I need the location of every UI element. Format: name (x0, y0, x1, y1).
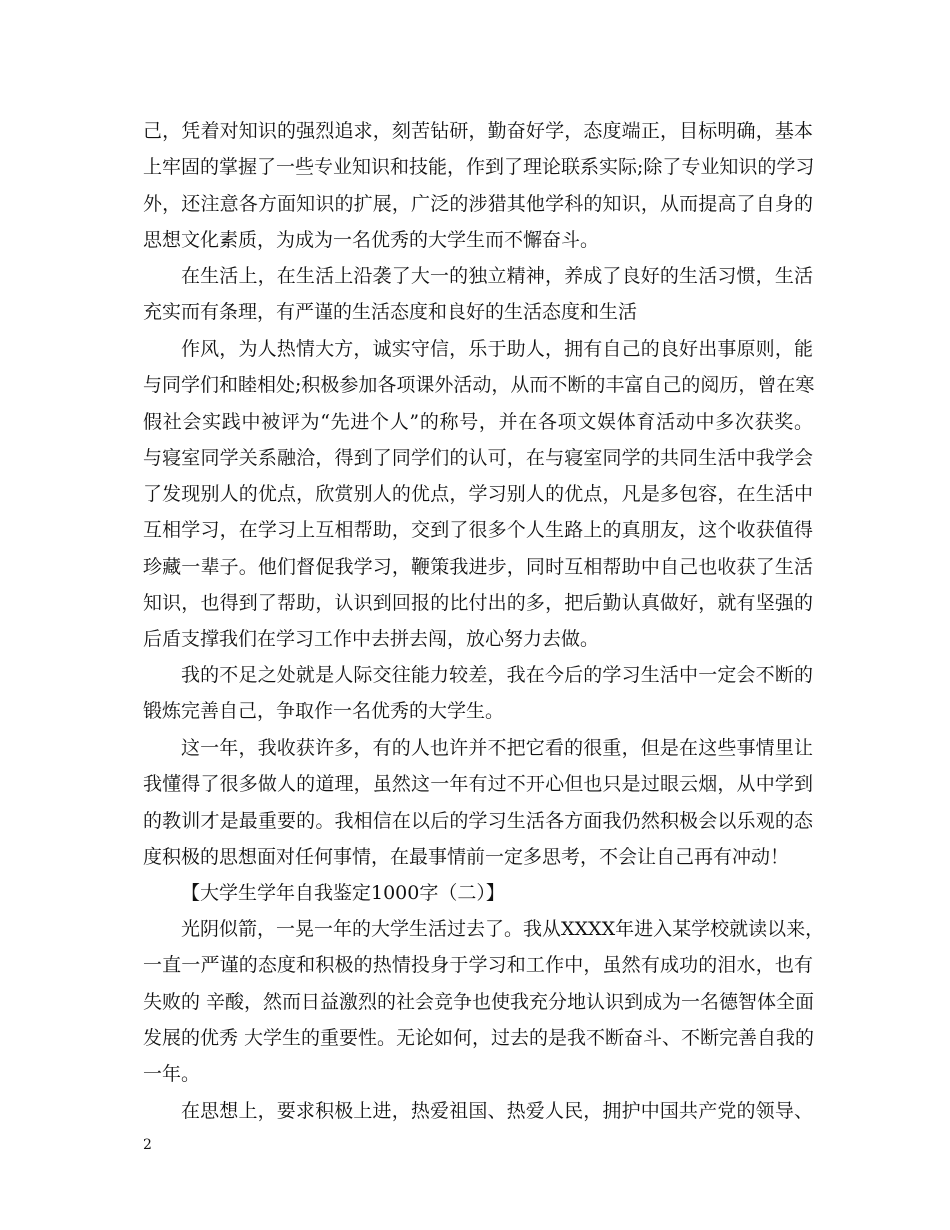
text-line: 了发现别人的优点，欣赏别人的优点，学习别人的优点，凡是多包容，在生活中 (143, 483, 813, 506)
text-line: 思想文化素质，为成为一名优秀的大学生而不懈奋斗。 (143, 228, 600, 251)
text-line: 作风，为人热情大方，诚实守信，乐于助人，拥有自己的良好出事原则，能 (181, 338, 813, 360)
paragraph-study-continuation (143, 113, 813, 258)
text-line: 在生活上，在生活上沿袭了大一的独立精神，养成了良好的生活习惯，生活 (181, 265, 813, 287)
text-line: 一直一严谨的态度和积极的热情投身于学习和工作中，虽然有成功的泪水，也有 (143, 954, 813, 977)
text-line: 发展的优秀 大学生的重要性。无论如何，过去的是我不断奋斗、不断完善自我的 (143, 1026, 815, 1049)
text-line: 的教训才是最重要的。我相信在以后的学习生活各方面我仍然积极会以乐观的态 (143, 809, 813, 832)
text-line: 外，还注意各方面知识的扩展，广泛的涉猎其他学科的知识，从而提高了自身的 (143, 192, 813, 215)
paragraph-time-flies (143, 911, 825, 1092)
text-line: 与寝室同学关系融洽，得到了同学们的认可，在与寝室同学的共同生活中我学会 (143, 446, 813, 469)
text-line: 与同学们和睦相处;积极参加各项课外活动，从而不断的丰富自己的阅历，曾在寒 (143, 374, 815, 397)
text-line: 我懂得了很多做人的道理，虽然这一年有过不开心但也只是过眼云烟，从中学到 (143, 773, 813, 796)
paragraph-thought (143, 1093, 813, 1129)
text-line: 假社会实践中被评为“先进个人”的称号，并在各项文娱体育活动中多次获奖。 (143, 410, 813, 433)
text-line: 我的不足之处就是人际交往能力较差，我在今后的学习生活中一定会不断的 (181, 664, 813, 686)
text-line: 光阴似箭，一晃一年的大学生活过去了。我从XXXX年进入某学校就读以来， (181, 918, 825, 940)
text-line: 互相学习，在学习上互相帮助，交到了很多个人生路上的真朋友，这个收获值得 (143, 519, 813, 542)
text-line: 锻炼完善自己，争取作一名优秀的大学生。 (143, 700, 505, 723)
text-line: 珍藏一辈子。他们督促我学习，鞭策我进步，同时互相帮助中自己也收获了生活 (143, 555, 813, 578)
text-line: 上牢固的掌握了一些专业知识和技能，作到了理论联系实际;除了专业知识的学习 (143, 156, 815, 179)
page-number: 2 (143, 1137, 152, 1153)
paragraph-harvest (143, 730, 813, 875)
paragraph-style (143, 331, 813, 658)
text-line: 这一年，我收获许多，有的人也许并不把它看的很重，但是在这些事情里让 (181, 737, 813, 759)
text-line: 后盾支撑我们在学习工作中去拼去闯，放心努力去做。 (143, 628, 600, 651)
text-line: 失败的 辛酸，然而日益激烈的社会竞争也使我充分地认识到成为一名德智体全面 (143, 990, 815, 1013)
paragraph-shortcomings (143, 657, 813, 730)
paragraph-life (143, 258, 813, 331)
text-line: 一年。 (143, 1063, 201, 1086)
heading-line: 【大学生学年自我鉴定1000字（二）】 (181, 882, 505, 904)
section-heading (143, 875, 813, 911)
text-line: 度积极的思想面对任何事情，在最事情前一定多思考，不会让自己再有冲动！ (143, 845, 790, 868)
text-line: 充实而有条理，有严谨的生活态度和良好的生活态度和生活 (143, 301, 638, 324)
text-line: 己，凭着对知识的强烈追求，刻苦钻研，勤奋好学，态度端正，目标明确，基本 (143, 120, 813, 142)
text-line: 知识，也得到了帮助，认识到回报的比付出的多，把后勤认真做好，就有坚强的 (143, 592, 813, 615)
text-line: 在思想上，要求积极上进，热爱祖国、热爱人民，拥护中国共产党的领导、 (181, 1100, 813, 1122)
